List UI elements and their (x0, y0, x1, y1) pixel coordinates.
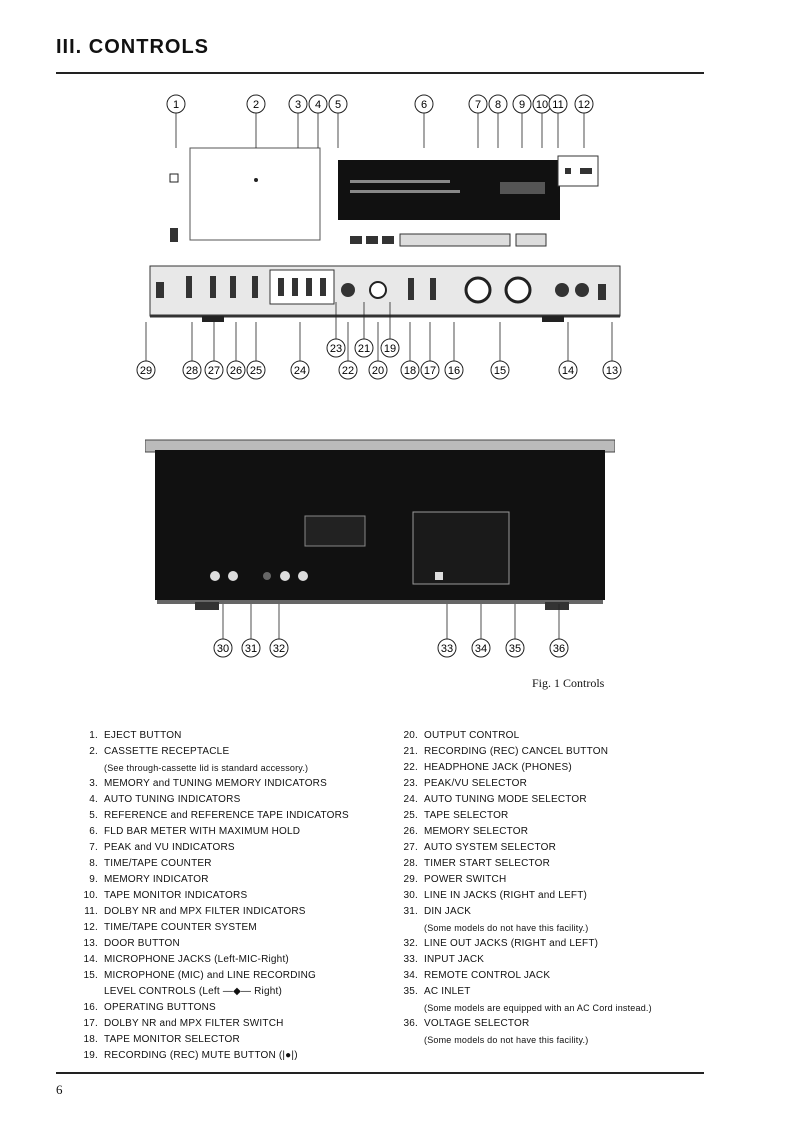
list-item (400, 808, 710, 824)
list-item (80, 888, 400, 904)
item-number: 35. (403, 986, 418, 997)
item-number: 27. (403, 842, 418, 853)
list-item (80, 984, 400, 1000)
callout-number: 32 (272, 643, 286, 655)
list-item (80, 904, 400, 920)
item-number: 29. (403, 874, 418, 885)
list-item (400, 1000, 710, 1016)
list-item (400, 744, 710, 760)
list-item (400, 920, 710, 936)
item-text: AUTO TUNING INDICATORS (104, 794, 241, 805)
list-item (80, 840, 400, 856)
callout-number: 19 (383, 343, 397, 355)
callout-number: 5 (334, 99, 342, 111)
controls-list-left (80, 728, 400, 1064)
list-item (80, 920, 400, 936)
callout-number: 4 (314, 99, 322, 111)
item-text: MICROPHONE (MIC) and LINE RECORDING (104, 970, 317, 981)
item-number: 22. (403, 762, 418, 773)
item-number: 14. (83, 954, 98, 965)
front-panel-figure (110, 88, 670, 388)
item-text: TIME/TAPE COUNTER SYSTEM (104, 922, 257, 933)
item-text: CASSETTE RECEPTACLE (104, 746, 230, 757)
figure-caption: Fig. 1 Controls (532, 676, 605, 690)
item-number: 7. (89, 842, 98, 853)
list-item (400, 824, 710, 840)
list-item (400, 840, 710, 856)
callout-number: 27 (207, 365, 221, 377)
item-text: AUTO TUNING MODE SELECTOR (424, 794, 587, 805)
item-text: (Some models do not have this facility.) (424, 923, 589, 933)
item-number: 34. (403, 970, 418, 981)
list-item (80, 1016, 400, 1032)
list-item (400, 1016, 710, 1032)
callout-number: 30 (216, 643, 230, 655)
footer-rule (56, 1072, 704, 1074)
item-text: AC INLET (424, 986, 471, 997)
item-number: 2. (89, 746, 98, 757)
rear-panel-figure (145, 436, 615, 666)
item-text: POWER SWITCH (424, 874, 507, 885)
item-number: 10. (83, 890, 98, 901)
list-item (400, 856, 710, 872)
item-number: 17. (83, 1018, 98, 1029)
item-text: FLD BAR METER WITH MAXIMUM HOLD (104, 826, 301, 837)
item-text: TAPE SELECTOR (424, 810, 509, 821)
item-text: RECORDING (REC) MUTE BUTTON (|●|) (104, 1050, 298, 1061)
callout-number: 2 (252, 99, 260, 111)
callout-number: 10 (535, 99, 549, 111)
callout-number: 7 (474, 99, 482, 111)
list-item (80, 872, 400, 888)
callout-number: 6 (420, 99, 428, 111)
item-text: LEVEL CONTROLS (Left —◆— Right) (104, 986, 283, 997)
item-text: OPERATING BUTTONS (104, 1002, 216, 1013)
callout-number: 33 (440, 643, 454, 655)
callout-number: 31 (244, 643, 258, 655)
list-item (400, 728, 710, 744)
list-item (400, 760, 710, 776)
callout-number: 36 (552, 643, 566, 655)
callout-number: 18 (403, 365, 417, 377)
item-text: DIN JACK (424, 906, 472, 917)
item-number: 6. (89, 826, 98, 837)
callout-number: 15 (493, 365, 507, 377)
callout-number: 23 (329, 343, 343, 355)
item-number: 11. (84, 906, 98, 917)
callout-number: 12 (577, 99, 591, 111)
item-text: TIMER START SELECTOR (424, 858, 551, 869)
item-text: TAPE MONITOR SELECTOR (104, 1034, 240, 1045)
callout-number: 29 (139, 365, 153, 377)
list-item (400, 872, 710, 888)
list-item (400, 776, 710, 792)
item-text: EJECT BUTTON (104, 730, 182, 741)
callout-number: 13 (605, 365, 619, 377)
list-item (400, 888, 710, 904)
item-text: LINE IN JACKS (RIGHT and LEFT) (424, 890, 588, 901)
item-number (80, 984, 98, 1000)
callout-number: 3 (294, 99, 302, 111)
callout-number: 1 (172, 99, 180, 111)
item-text: (Some models do not have this facility.) (424, 1035, 589, 1045)
item-text: (Some models are equipped with an AC Cord instead.) (424, 1003, 652, 1013)
page-title: III. CONTROLS (56, 36, 209, 58)
list-item (400, 792, 710, 808)
item-text: PEAK and VU INDICATORS (104, 842, 235, 853)
item-text: DOOR BUTTON (104, 938, 180, 949)
item-number: 16. (83, 1002, 98, 1013)
list-item (80, 760, 400, 776)
item-number: 18. (83, 1034, 98, 1045)
list-item (80, 1048, 400, 1064)
callout-number: 17 (423, 365, 437, 377)
item-number: 13. (83, 938, 98, 949)
item-number: 33. (403, 954, 418, 965)
list-item (400, 936, 710, 952)
item-number: 26. (403, 826, 418, 837)
list-item (400, 904, 710, 920)
item-number: 8. (89, 858, 98, 869)
list-item (80, 728, 400, 744)
list-item (400, 984, 710, 1000)
item-text: OUTPUT CONTROL (424, 730, 520, 741)
callout-number: 25 (249, 365, 263, 377)
item-text: (See through-cassette lid is standard accessory.) (104, 763, 309, 773)
list-item (80, 1000, 400, 1016)
item-number: 25. (403, 810, 418, 821)
item-text: TAPE MONITOR INDICATORS (104, 890, 248, 901)
item-text: MEMORY SELECTOR (424, 826, 529, 837)
list-item (80, 776, 400, 792)
item-number: 19. (83, 1050, 98, 1061)
callout-number: 24 (293, 365, 307, 377)
item-number: 31. (403, 906, 418, 917)
controls-list-right (400, 728, 710, 1048)
item-number: 20. (403, 730, 418, 741)
item-number: 36. (403, 1018, 418, 1029)
callout-number: 14 (561, 365, 575, 377)
callout-number: 28 (185, 365, 199, 377)
item-number: 21. (403, 746, 418, 757)
callout-number: 8 (494, 99, 502, 111)
list-item (80, 856, 400, 872)
callout-number: 22 (341, 365, 355, 377)
item-text: DOLBY NR and MPX FILTER SWITCH (104, 1018, 284, 1029)
list-item (80, 936, 400, 952)
item-number: 32. (403, 938, 418, 949)
item-number: 28. (403, 858, 418, 869)
callout-number: 11 (552, 99, 564, 111)
list-item (400, 1032, 710, 1048)
item-number: 5. (89, 810, 98, 821)
item-number: 9. (89, 874, 98, 885)
item-number: 30. (403, 890, 418, 901)
item-text: REMOTE CONTROL JACK (424, 970, 551, 981)
list-item (80, 952, 400, 968)
item-text: MEMORY INDICATOR (104, 874, 209, 885)
callout-number: 16 (447, 365, 461, 377)
item-text: REFERENCE and REFERENCE TAPE INDICATORS (104, 810, 349, 821)
list-item (80, 744, 400, 760)
item-text: TIME/TAPE COUNTER (104, 858, 212, 869)
page-number: 6 (56, 1082, 63, 1097)
item-text: INPUT JACK (424, 954, 485, 965)
item-text: MICROPHONE JACKS (Left-MIC-Right) (104, 954, 289, 965)
item-text: HEADPHONE JACK (PHONES) (424, 762, 572, 773)
callout-number: 9 (518, 99, 526, 111)
item-text: LINE OUT JACKS (RIGHT and LEFT) (424, 938, 599, 949)
list-item (400, 952, 710, 968)
item-text: PEAK/VU SELECTOR (424, 778, 528, 789)
callout-number: 34 (474, 643, 488, 655)
item-number: 1. (89, 730, 98, 741)
item-number: 23. (403, 778, 418, 789)
item-number: 3. (89, 778, 98, 789)
list-item (80, 808, 400, 824)
item-number: 15. (83, 970, 98, 981)
callout-number: 26 (229, 365, 243, 377)
item-text: AUTO SYSTEM SELECTOR (424, 842, 556, 853)
item-text: DOLBY NR and MPX FILTER INDICATORS (104, 906, 306, 917)
list-item (80, 792, 400, 808)
item-number: 12. (83, 922, 98, 933)
item-number: 4. (89, 794, 98, 805)
list-item (400, 968, 710, 984)
list-item (80, 968, 400, 984)
title-rule (56, 72, 704, 74)
item-text: MEMORY and TUNING MEMORY INDICATORS (104, 778, 327, 789)
item-text: VOLTAGE SELECTOR (424, 1018, 530, 1029)
callout-number: 21 (357, 343, 371, 355)
callout-number: 20 (371, 365, 385, 377)
list-item (80, 824, 400, 840)
callout-number: 35 (508, 643, 522, 655)
list-item (80, 1032, 400, 1048)
item-number: 24. (403, 794, 418, 805)
item-text: RECORDING (REC) CANCEL BUTTON (424, 746, 609, 757)
